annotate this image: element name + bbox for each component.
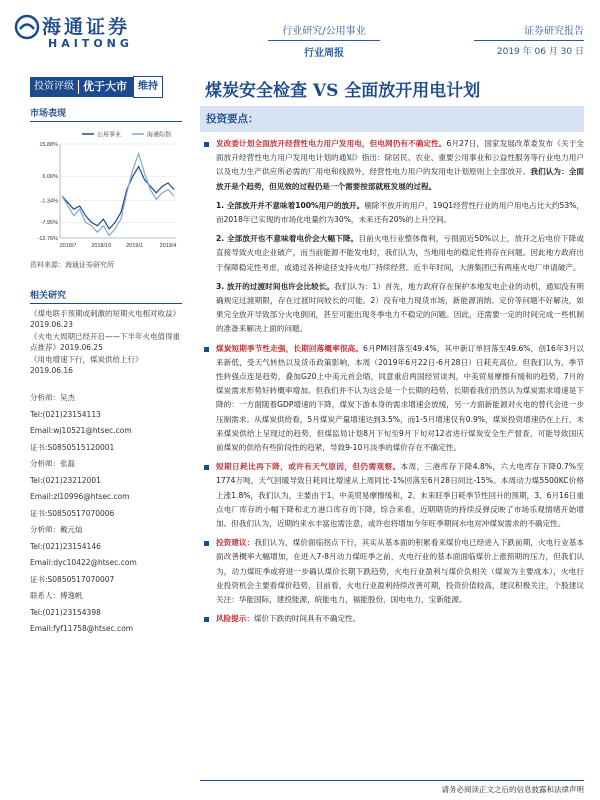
contact-tel: Tel:(021)23154398 xyxy=(30,607,101,617)
report-meta-block xyxy=(474,22,584,57)
rating-status: 维持 xyxy=(133,76,163,98)
related-research xyxy=(30,288,182,376)
analyst-entry xyxy=(30,390,182,456)
related-heading: 相关研究 xyxy=(30,288,182,304)
subpoint-text: 剔除不放开的用户，19Q1经营性行业的用户用电占比大约53%，而2018年已实现的市场化电量约为30%，未来还有20%的上升空间。 xyxy=(216,200,584,225)
logo-cn-text: 海通证券 xyxy=(42,16,131,38)
subpoint-1 xyxy=(200,199,584,227)
chart-source: 资料来源：海通证券研究所 xyxy=(30,261,114,269)
y-tick-label: -7.95% xyxy=(40,220,58,227)
analyst-name: 分析师：戴元灿 xyxy=(30,525,83,534)
contact-email[interactable]: Email:fyf11758@htsec.com xyxy=(30,624,134,633)
point-highlight: 投资建议： xyxy=(216,538,255,548)
footer-divider xyxy=(200,780,584,781)
point-text: 煤价下跌的时间具有不确定性。 xyxy=(253,614,361,624)
point-consumption xyxy=(200,460,584,531)
report-date: 2019 年 06 月 30 日 xyxy=(496,47,584,57)
analyst-email[interactable]: Email:zl10996@htsec.com xyxy=(30,492,130,501)
point-highlight: 短期日耗比再下降，或许有天气原因，但仍需观察。 xyxy=(216,462,401,472)
rating-label: 投资评级 xyxy=(34,81,74,92)
x-tick-label: 2018/10 xyxy=(91,243,112,249)
y-tick-label: 15.88% xyxy=(39,142,58,148)
analyst-name: 分析师：吴杰 xyxy=(30,393,75,402)
point-policy xyxy=(200,137,584,194)
y-tick-label: -1.34% xyxy=(40,198,58,205)
market-chart xyxy=(30,126,182,258)
company-logo xyxy=(14,10,164,56)
subpoint-3 xyxy=(200,280,584,337)
analyst-list xyxy=(30,390,182,638)
report-type: 行业周报 xyxy=(304,48,344,59)
point-conclusion: 我们认为：全面放开是个趋势，但见效的过程仍是一个需要按部就班发展的过程。 xyxy=(216,167,585,191)
analyst-cert: 证书:S0850517070007 xyxy=(30,574,115,584)
point-coal xyxy=(200,342,584,456)
market-heading: 市场表现 xyxy=(30,106,182,122)
analyst-email[interactable]: Email:wj10521@htsec.com xyxy=(30,426,132,435)
x-tick-label: 2019/4 xyxy=(159,243,177,249)
point-text: 6月27日，国家发展改革委发布《关于全面放开经营性电力用户发用电计划的通知》指出：除居民、农业、重要公用事业和公益性服务等行业电力用户以及电力生产供应所必需的厂用电和线损外，经营性电力用户的发用电计划原则上全部放开。 xyxy=(216,139,584,177)
analyst-tel: Tel:(021)23154113 xyxy=(30,409,101,419)
subpoint-heading: 2. 全部放开也不意味着电价会大幅下降。 xyxy=(216,234,359,244)
analyst-entry xyxy=(30,588,182,638)
analyst-entry xyxy=(30,522,182,588)
legend-label: 海通综指 xyxy=(147,132,172,139)
y-tick-label: 6.06% xyxy=(42,174,58,181)
related-item[interactable]: 《用电增速下行，煤炭供给上行》2019.06.16 xyxy=(30,355,143,375)
analyst-entry xyxy=(30,456,182,522)
analyst-email[interactable]: Email:dyc10422@htsec.com xyxy=(30,558,137,567)
y-tick-label: -12.76% xyxy=(37,236,58,242)
rating-value: 优于大市 xyxy=(83,80,127,93)
point-text: 6月PMI回落至49.4%，其中新订单回落至49.6%，创16年3月以来新低，受天气转热以及货币政策影响，本周（2019年6月22日-6月28日）日耗充高位。但我们认为，季节性转强点连是趋势，叠加G20上中美元首会晤，同意重启两国经贸谈判，中美贸易摩擦有缓和的趋势，7月的煤炭需求形势好转概率增加。但我们并不认为这会是一个长期的趋势，长期看我们仍然认为煤炭需求增速是下降的：一方面随着GDP增速的下降，煤炭下游本身的需求增速会放缓，另一方面新能源对火电的替代会进一步压制需求。从煤炭供给看，5月煤炭产量增速达到3.5%，而1-5月增速仅有0.9%，煤炭投资增速仍在上行，未来煤炭供给上呈现过的趋势，但煤监局计划8月下旬至9月下旬对12省进行煤炭安全生产督查，可能导致国庆前煤炭的供给有些阶段性的趋紧，导致9-10月淡季的煤价存在不确定性。 xyxy=(216,343,584,453)
report-header xyxy=(0,0,600,66)
sidebar xyxy=(30,106,182,638)
analyst-cert: 证书:S0850515120001 xyxy=(30,442,115,452)
main-content xyxy=(200,106,584,627)
point-highlight: 风险提示： xyxy=(216,614,254,624)
market-chart-svg xyxy=(30,126,182,258)
legend-label: 公用事业 xyxy=(97,132,122,139)
key-points-heading: 投资要点： xyxy=(200,106,584,132)
report-title: 煤炭安全检查 VS 全面放开用电计划 xyxy=(205,81,481,101)
subpoint-text: 目前火电行业整体微利，亏损面近50%以上，放开之后电价下降或直接导致火电企业破产，而当前能源不能发电时，我们认为，当地用电的稳定性将存在问题。因此地方政府出于保障稳定性考虑，或通过各种途径支持火电厂持续经营。近半年时间，大唐集团已有两座火电厂申请破产。 xyxy=(216,234,585,272)
haitong-logo-icon xyxy=(14,14,40,40)
point-investment xyxy=(200,536,584,607)
x-tick-label: 2018/7 xyxy=(59,243,77,249)
investment-rating xyxy=(30,77,163,97)
related-item[interactable]: 《煤电联手预期或刺激的短期火电相对收益》2019.06.23 xyxy=(30,309,180,329)
related-item[interactable]: 《火电大周期已经开启——下半年火电值得重点推荐》2019.06.25 xyxy=(30,332,180,352)
subpoint-heading: 1. 全部放开并不意味着100%用户的放开。 xyxy=(216,200,365,210)
logo-en-text: HAITONG xyxy=(48,37,133,50)
header-divider xyxy=(268,40,380,41)
analyst-tel: Tel:(021)23154146 xyxy=(30,541,101,551)
x-tick-label: 2019/1 xyxy=(126,243,144,249)
series-line xyxy=(62,154,174,236)
point-text: 本周，三港库存下降4.8%，六大电库存下降0.7%至1774万吨，天气回暖导致日耗同比增速从上周同比-1%回落至6月28日同比-15%。本周动力煤5500KC价格上涨1.8%，我们认为，主要由于1、中美贸易摩擦缓和，2、未来旺季日耗季节性回升的预期，3、6月16日重点电厂库存的小幅下降和北方港口库存的下降，综合来看，近期期货的持续反弹反映了市场乐观情绪开始增加。但我们认为，近期的来水丰富也需注意，或许也将增加今年旺季期间水电对冲煤炭需求的不确定性。 xyxy=(216,462,584,529)
analyst-cert: 证书:S0850517070006 xyxy=(30,508,115,518)
subpoint-text: 我们认为：1）首先，地方政府存在保护本地发电企业的动机，通知没有明确规定过渡期限，存在过渡时间较长的可能。2）没有电力现货市场，新能源消纳、定价等问题不好解决，如果完全放开导致部分火电倒闭，甚至可能出现冬季电力不稳定的问题。因此，还需要一定的时间完成一些机制的准备来解决上面的问题。 xyxy=(216,281,585,334)
subpoint-heading: 3. 放开的过渡时间也许会比较长。 xyxy=(216,281,335,291)
industry-category: 行业研究/公用事业 xyxy=(282,26,366,37)
report-category-block xyxy=(268,22,380,59)
report-label: 证券研究报告 xyxy=(524,26,584,37)
analyst-tel: Tel:(021)23212001 xyxy=(30,475,101,485)
point-text: 我们认为，煤价面临拐点下行，其实从基本面的积累看来煤价电已经进入下跌前期，火电行业基本面改善概率大幅增加，在进入7-8月动力煤旺季之前，火电行业的基本面面临煤价上涨预期的压力，但我们认为，动力煤旺季或将进一步确认煤价长期下跌趋势，火电行业盈利与煤价负相关（煤炭为主要成本），火电行业投资机会主要看煤价趋势，目前看，火电行业盈利持续改善可期，投资价值较高，建议积极关注，个股建议关注：华能国际，建投能源，皖能电力，福能股份，国电电力，宝新能源。 xyxy=(216,538,584,605)
analyst-name: 分析师：张磊 xyxy=(30,459,75,468)
header-divider xyxy=(474,40,584,41)
point-highlight: 发改委计划全面放开经营性电力用户发用电，但电网仍有不确定性。 xyxy=(216,139,447,148)
footer-disclaimer: 请务必阅读正文之后的信息披露和法律声明 xyxy=(441,785,584,794)
subpoint-2 xyxy=(200,232,584,275)
title-bar xyxy=(0,72,600,102)
point-highlight: 煤炭短期季节性走强，长期回落概率很高。 xyxy=(216,343,364,353)
contact-name: 联系人：傅逸帆 xyxy=(30,591,83,600)
point-risk xyxy=(200,612,584,626)
